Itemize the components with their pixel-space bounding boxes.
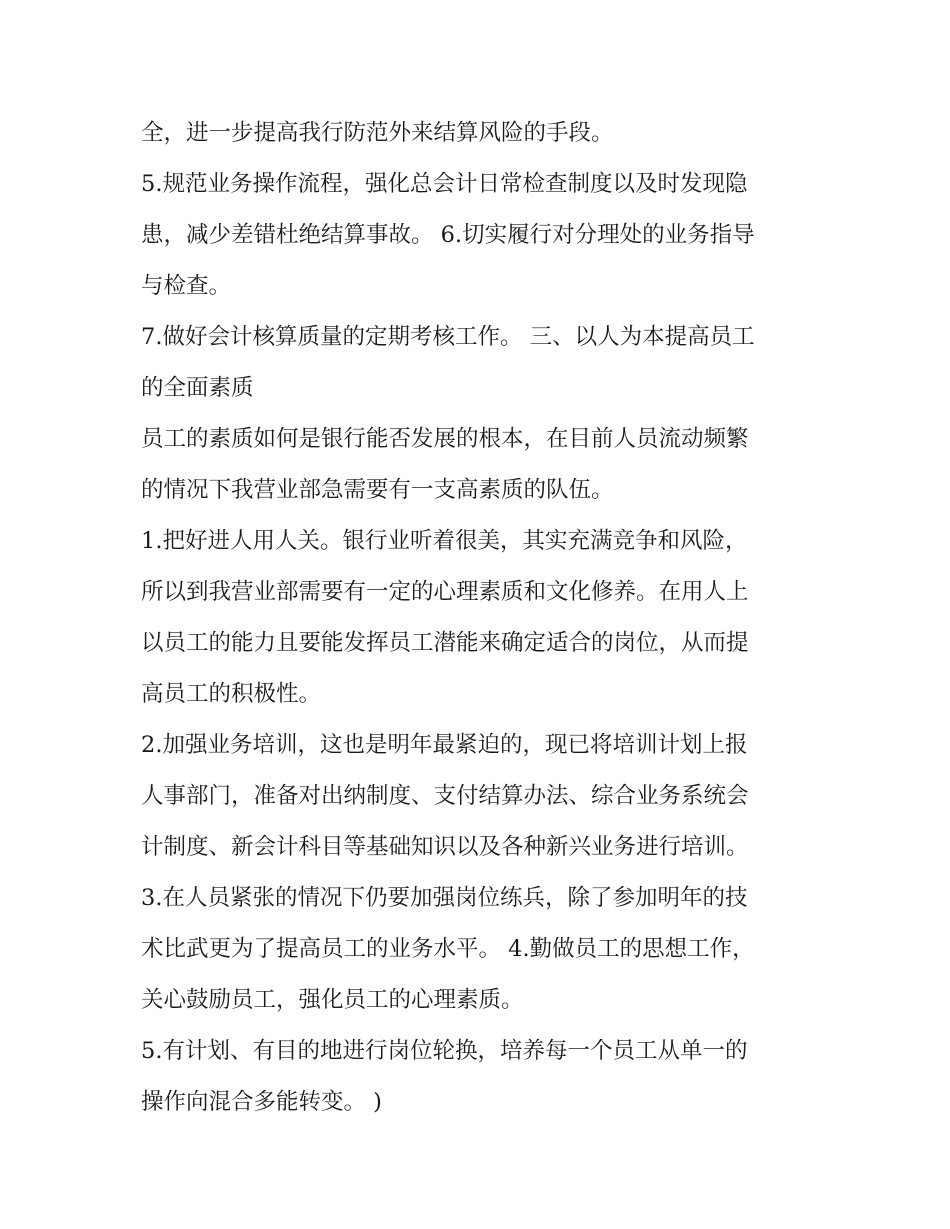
text-line: 与检查。 (141, 273, 232, 299)
text-line: 的全面素质 (141, 375, 254, 401)
text-line: 高员工的积极性。 (141, 681, 322, 707)
text-line: 全，进一步提高我行防范外来结算风险的手段。 (141, 120, 614, 146)
text-line: 所以到我营业部需要有一定的心理素质和文化修养。在用人上 (141, 579, 749, 605)
text-line: 1.把好进人用人关。银行业听着很美，其实充满竞争和风险， (141, 528, 748, 554)
text-line: 3.在人员紧张的情况下仍要加强岗位练兵，除了参加明年的技 (141, 885, 748, 911)
text-line: 计制度、新会计科目等基础知识以及各种新兴业务进行培训。 (141, 834, 749, 860)
text-line: 操作向混合多能转变。 ) (141, 1089, 382, 1115)
text-line: 员工的素质如何是银行能否发展的根本，在目前人员流动频繁 (141, 426, 749, 452)
text-line: 以员工的能力且要能发挥员工潜能来确定适合的岗位，从而提 (141, 630, 749, 656)
text-line: 5.规范业务操作流程，强化总会计日常检查制度以及时发现隐 (141, 171, 748, 197)
text-line: 人事部门，准备对出纳制度、支付结算办法、综合业务系统会 (141, 783, 749, 809)
text-line: 术比武更为了提高员工的业务水平。 4.勤做员工的思想工作， (141, 936, 755, 962)
text-line: 关心鼓励员工，强化员工的心理素质。 (141, 987, 524, 1013)
text-line: 2.加强业务培训，这也是明年最紧迫的，现已将培训计划上报 (141, 732, 748, 758)
text-line: 5.有计划、有目的地进行岗位轮换，培养每一个员工从单一的 (141, 1038, 748, 1064)
text-line: 7.做好会计核算质量的定期考核工作。 三、以人为本提高员工 (141, 324, 755, 350)
document-body (141, 108, 821, 1128)
text-line: 患，减少差错杜绝结算事故。 6.切实履行对分理处的业务指导 (141, 222, 755, 248)
text-line: 的情况下我营业部急需要有一支高素质的队伍。 (141, 477, 614, 503)
